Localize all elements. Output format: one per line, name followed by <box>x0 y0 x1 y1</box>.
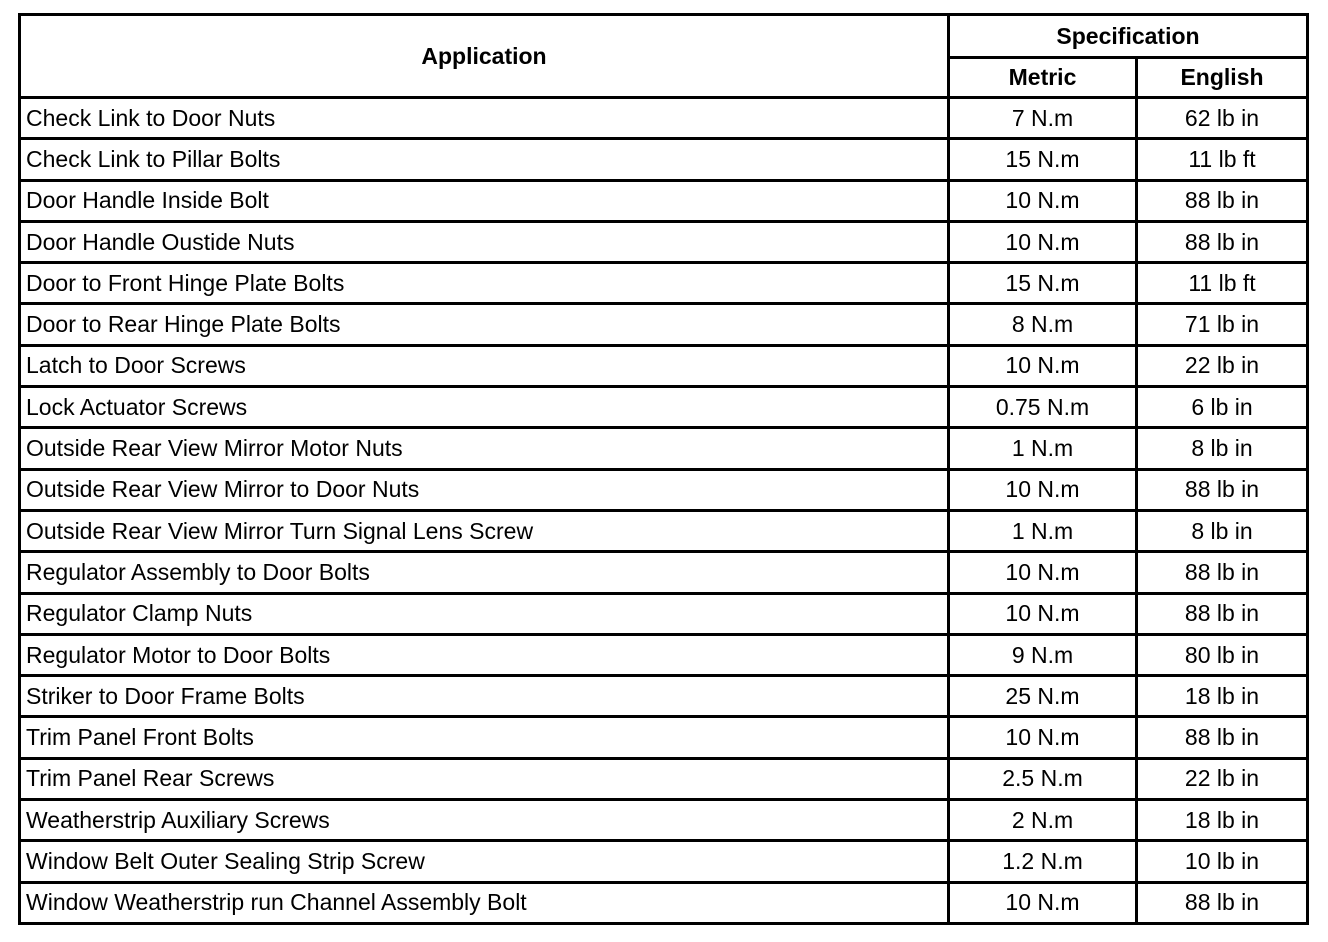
metric-value-cell: 15 N.m <box>949 139 1137 180</box>
table-body <box>20 98 1308 924</box>
english-value-cell: 11 lb ft <box>1137 139 1308 180</box>
english-value-cell: 62 lb in <box>1137 98 1308 139</box>
english-value-cell: 80 lb in <box>1137 634 1308 675</box>
english-value-cell: 88 lb in <box>1137 552 1308 593</box>
table-row <box>20 221 1308 262</box>
application-cell: Outside Rear View Mirror Motor Nuts <box>20 428 949 469</box>
table-row <box>20 345 1308 386</box>
application-cell: Window Belt Outer Sealing Strip Screw <box>20 841 949 882</box>
application-cell: Lock Actuator Screws <box>20 387 949 428</box>
table-row <box>20 882 1308 923</box>
application-cell: Window Weatherstrip run Channel Assembly Bolt <box>20 882 949 923</box>
metric-value-cell: 10 N.m <box>949 717 1137 758</box>
metric-value-cell: 10 N.m <box>949 552 1137 593</box>
english-value-cell: 11 lb ft <box>1137 263 1308 304</box>
application-cell: Latch to Door Screws <box>20 345 949 386</box>
metric-header: Metric <box>949 58 1137 98</box>
table-row <box>20 387 1308 428</box>
table-row <box>20 139 1308 180</box>
metric-value-cell: 8 N.m <box>949 304 1137 345</box>
english-value-cell: 8 lb in <box>1137 510 1308 551</box>
table-row <box>20 717 1308 758</box>
metric-value-cell: 10 N.m <box>949 882 1137 923</box>
english-value-cell: 88 lb in <box>1137 593 1308 634</box>
metric-value-cell: 9 N.m <box>949 634 1137 675</box>
application-cell: Door Handle Oustide Nuts <box>20 221 949 262</box>
table-row <box>20 98 1308 139</box>
table-row <box>20 800 1308 841</box>
application-cell: Striker to Door Frame Bolts <box>20 676 949 717</box>
table-row <box>20 510 1308 551</box>
application-cell: Door to Front Hinge Plate Bolts <box>20 263 949 304</box>
english-value-cell: 6 lb in <box>1137 387 1308 428</box>
metric-value-cell: 25 N.m <box>949 676 1137 717</box>
specification-header: Specification <box>949 15 1308 58</box>
english-value-cell: 10 lb in <box>1137 841 1308 882</box>
english-value-cell: 22 lb in <box>1137 345 1308 386</box>
application-cell: Regulator Assembly to Door Bolts <box>20 552 949 593</box>
metric-value-cell: 10 N.m <box>949 180 1137 221</box>
metric-value-cell: 2 N.m <box>949 800 1137 841</box>
english-value-cell: 71 lb in <box>1137 304 1308 345</box>
table-row <box>20 180 1308 221</box>
english-value-cell: 88 lb in <box>1137 469 1308 510</box>
metric-value-cell: 2.5 N.m <box>949 758 1137 799</box>
metric-value-cell: 1.2 N.m <box>949 841 1137 882</box>
metric-value-cell: 7 N.m <box>949 98 1137 139</box>
header-row <box>20 15 1308 58</box>
application-cell: Weatherstrip Auxiliary Screws <box>20 800 949 841</box>
english-value-cell: 18 lb in <box>1137 800 1308 841</box>
metric-value-cell: 1 N.m <box>949 510 1137 551</box>
english-value-cell: 88 lb in <box>1137 180 1308 221</box>
metric-value-cell: 10 N.m <box>949 593 1137 634</box>
table-row <box>20 634 1308 675</box>
english-value-cell: 8 lb in <box>1137 428 1308 469</box>
table-row <box>20 676 1308 717</box>
english-value-cell: 22 lb in <box>1137 758 1308 799</box>
table-row <box>20 758 1308 799</box>
english-header: English <box>1137 58 1308 98</box>
table-row <box>20 593 1308 634</box>
table-row <box>20 469 1308 510</box>
application-cell: Regulator Motor to Door Bolts <box>20 634 949 675</box>
english-value-cell: 88 lb in <box>1137 882 1308 923</box>
english-value-cell: 88 lb in <box>1137 717 1308 758</box>
metric-value-cell: 10 N.m <box>949 345 1137 386</box>
table-row <box>20 428 1308 469</box>
metric-value-cell: 1 N.m <box>949 428 1137 469</box>
table-row <box>20 263 1308 304</box>
english-value-cell: 88 lb in <box>1137 221 1308 262</box>
application-cell: Trim Panel Rear Screws <box>20 758 949 799</box>
metric-value-cell: 0.75 N.m <box>949 387 1137 428</box>
application-cell: Trim Panel Front Bolts <box>20 717 949 758</box>
application-cell: Door to Rear Hinge Plate Bolts <box>20 304 949 345</box>
english-value-cell: 18 lb in <box>1137 676 1308 717</box>
metric-value-cell: 10 N.m <box>949 469 1137 510</box>
application-cell: Door Handle Inside Bolt <box>20 180 949 221</box>
application-cell: Check Link to Door Nuts <box>20 98 949 139</box>
table-row <box>20 552 1308 593</box>
application-cell: Regulator Clamp Nuts <box>20 593 949 634</box>
table-row <box>20 841 1308 882</box>
metric-value-cell: 15 N.m <box>949 263 1137 304</box>
metric-value-cell: 10 N.m <box>949 221 1137 262</box>
application-header: Application <box>20 15 949 98</box>
application-cell: Outside Rear View Mirror Turn Signal Lens Screw <box>20 510 949 551</box>
table-row <box>20 304 1308 345</box>
application-cell: Check Link to Pillar Bolts <box>20 139 949 180</box>
fastener-torque-table <box>18 13 1309 925</box>
application-cell: Outside Rear View Mirror to Door Nuts <box>20 469 949 510</box>
